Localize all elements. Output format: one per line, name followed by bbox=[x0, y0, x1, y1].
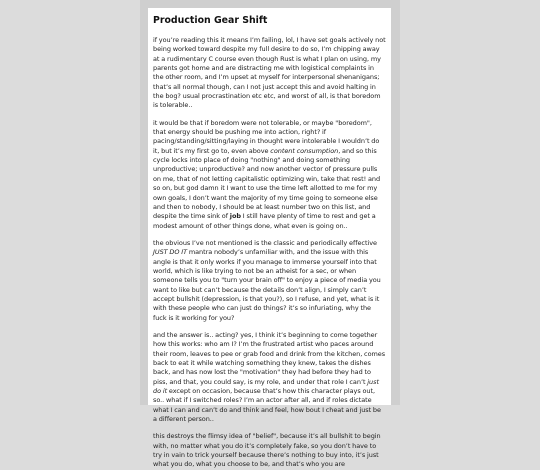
paragraph-text: and the answer is.. acting? yes, I think it’s beginning to come together how this works: who am I? I’m the frustrated artist who paces around their room, leaves to pee or grab food and drink from the kitchen, comes back to eat it while watching something they knew, takes the dishes back, and has now lost the "motivation" they had before they had to piss, and that, you could say, is my role, and under that role I can’t bbox=[153, 330, 386, 386]
blog-post bbox=[148, 8, 391, 469]
paragraph-text: mantra nobody’s unfamiliar with, and the issue with this angle is that it only works if you manage to immerse yourself into that world, which is like trying to not be an atheist for a sec, or when someone tells you to "turn your brain off" to enjoy a piece of media you want to like but can’t because the details don’t align, I simply can’t accept bullshit (depression, is that you?), so I refuse, and yet, what is it with these people who can just do things? it’s so infuriating, why the fuck is it working for you? bbox=[153, 248, 381, 322]
paragraph-text: if you’re reading this it means I’m failing, lol, I have set goals actively not being worked toward despite my full desire to do so, I’m chipping away at a rudimentary C course even though Rust is what I plan on using, my parents got home and are distracting me with logistical complaints in the other room, and I’m upset at myself for interpersonal shenanigans; that’s all normal though, can I not just accept this and avoid halting in the bog? usual procrastination etc etc, and worst of all, is that boredom is tolerable.. bbox=[153, 36, 386, 110]
post-paragraph bbox=[153, 119, 386, 231]
italic-text: just do it bbox=[153, 377, 379, 396]
post-paragraph bbox=[153, 36, 386, 111]
italic-text: JUST DO IT bbox=[153, 248, 188, 257]
post-title: Production Gear Shift bbox=[153, 15, 268, 26]
paragraph-text: I still have plenty of time to rest and get a modest amount of other things done, what even is going on.. bbox=[153, 212, 376, 230]
paragraph-text: except on occasion, because that’s how this character plays out, so.. what if I switched roles? I’m an actor after all, and if roles dictate what I can and can’t do and think and feel, how bout I cheat and just be a different person.. bbox=[153, 387, 381, 424]
bold-text: job bbox=[229, 212, 241, 221]
post-paragraph bbox=[153, 331, 386, 424]
post-body bbox=[153, 36, 386, 470]
paragraph-text: this destroys the flimsy idea of "belief", because it’s all bullshit to begin with, no matter what you do it’s completely fake, so you don’t have to try in vain to trick yourself because there’s nothing to buy into, it’s just what you do, what you choose to be, and that’s who you are bbox=[153, 432, 381, 469]
post-paragraph bbox=[153, 239, 386, 323]
paragraph-text: it would be that if boredom were not tolerable, or maybe "boredom", that energy should be pushing me into action, right? if pacing/standing/sitting/laying in thought were intolerable I wouldn’t do it, but it’s my first go to, even above bbox=[153, 118, 380, 155]
italic-text: content consumption bbox=[270, 146, 339, 155]
post-paragraph bbox=[153, 432, 386, 469]
paragraph-text: , and so this cycle locks into place of doing "nothing" and doing something unproductive; unproductive? and now another vector of pressure pulls on me, that of not letting capitalistic optimizing win, take that rest! and so on, but god damn it I want to use the time left allotted to me for my own goals, I don’t want the majority of my time going to someone else and then to nobody, I should be at least number two on this list, and despite the time sink of bbox=[153, 146, 381, 221]
paragraph-text: the obvious I’ve not mentioned is the classic and periodically effective bbox=[153, 238, 377, 247]
